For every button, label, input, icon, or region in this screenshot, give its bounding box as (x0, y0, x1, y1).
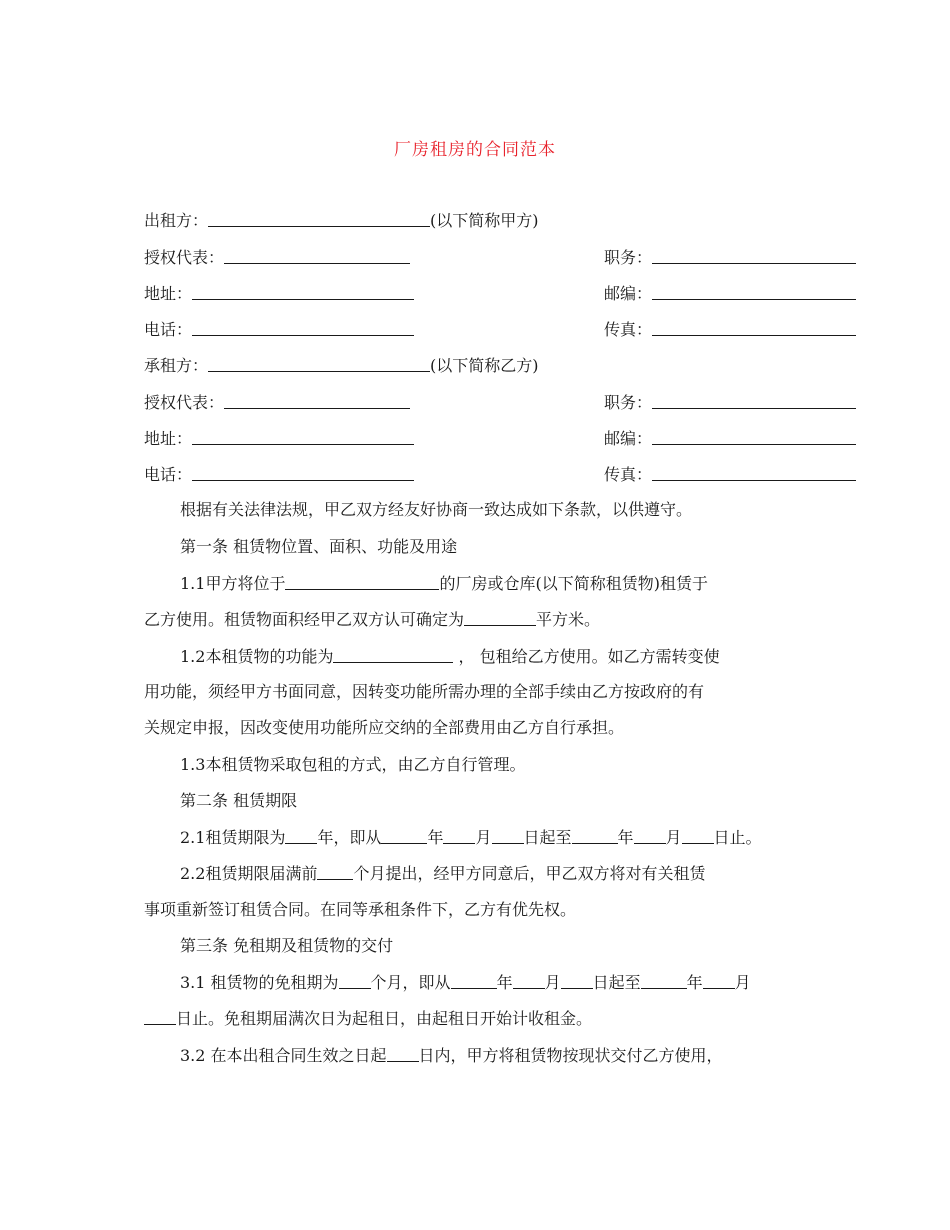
clause-text: 日止。 (713, 828, 762, 847)
fill-blank[interactable] (208, 209, 430, 227)
party-label: 出租方： (144, 211, 209, 230)
clause-text: 日止。免租期届满次日为起租日，由起租日开始计收租金。 (176, 1009, 593, 1028)
fill-blank[interactable] (652, 463, 856, 481)
party-line-address (144, 282, 804, 305)
fill-blank[interactable] (634, 826, 666, 844)
party-second-label: 邮编： (604, 429, 653, 448)
clause-text: 日内，甲方将租赁物按现状交付乙方使用， (418, 1046, 723, 1065)
fill-blank[interactable] (224, 246, 410, 264)
fill-blank[interactable] (451, 971, 497, 989)
clause-text: 年 (427, 828, 444, 847)
fill-blank[interactable] (652, 318, 856, 336)
clause-text: 个月提出，经甲方同意后，甲乙双方将对有关租赁 (353, 864, 706, 883)
fill-blank[interactable] (285, 572, 439, 590)
clause-text: 年 (617, 828, 634, 847)
party-line-phone (144, 463, 804, 486)
clause-2-1 (180, 826, 840, 849)
party-line-lessor (144, 209, 804, 232)
preamble: 根据有关法律法规，甲乙双方经友好协商一致达成如下条款，以供遵守。 (180, 500, 693, 519)
article-heading: 第三条 免租期及租赁物的交付 (180, 936, 394, 955)
fill-blank[interactable] (144, 1007, 176, 1025)
party-line-rep (144, 246, 804, 269)
fill-blank[interactable] (317, 862, 353, 880)
clause-text: 月 (544, 973, 561, 992)
clause-1-1-line2 (144, 608, 804, 631)
article-heading: 第二条 租赁期限 (180, 791, 298, 810)
fill-blank[interactable] (572, 826, 618, 844)
party-label: 授权代表： (144, 248, 225, 267)
party-line-rep (144, 391, 804, 414)
fill-blank[interactable] (652, 246, 856, 264)
fill-blank[interactable] (641, 971, 687, 989)
clause-2-2-line1 (180, 862, 840, 885)
clause-text: 年，即从 (317, 828, 382, 847)
clause-text: 2.2租赁期限届满前 (180, 864, 318, 883)
clause-text: 月 (665, 828, 682, 847)
fill-blank[interactable] (652, 391, 856, 409)
clause-1-2-line3: 关规定申报，因改变使用功能所应交纳的全部费用由乙方自行承担。 (144, 718, 625, 737)
fill-blank[interactable] (561, 971, 593, 989)
clause-text: 的厂房或仓库(以下简称租赁物)租赁于 (439, 574, 708, 593)
clause-text: 1.1甲方将位于 (180, 574, 286, 593)
party-second-label: 传真： (604, 320, 653, 339)
clause-text: 日起至 (592, 973, 641, 992)
fill-blank[interactable] (208, 354, 430, 372)
party-second-field (604, 391, 856, 414)
clause-text: 乙方使用。租赁物面积经甲乙双方认可确定为 (144, 610, 465, 629)
clause-text: 日起至 (523, 828, 572, 847)
party-label: 地址： (144, 429, 193, 448)
clause-2-2-line2: 事项重新签订租赁合同。在同等承租条件下，乙方有优先权。 (144, 900, 577, 919)
fill-blank[interactable] (682, 826, 714, 844)
fill-blank[interactable] (387, 1044, 419, 1062)
clause-text: 平方米。 (536, 610, 601, 629)
clause-text: 3.2 在本出租合同生效之日起 (180, 1046, 387, 1065)
fill-blank[interactable] (285, 826, 317, 844)
party-second-field (604, 427, 856, 450)
fill-blank[interactable] (381, 826, 427, 844)
fill-blank[interactable] (333, 645, 453, 663)
party-label: 电话： (144, 465, 193, 484)
party-second-field (604, 318, 856, 341)
clause-text: 个月，即从 (370, 973, 451, 992)
party-label: 电话： (144, 320, 193, 339)
clause-1-3: 1.3本租赁物采取包租的方式，由乙方自行管理。 (180, 755, 526, 774)
clause-3-2-line1 (180, 1044, 840, 1067)
fill-blank[interactable] (652, 427, 856, 445)
clause-3-1-line1 (180, 971, 840, 994)
fill-blank[interactable] (703, 971, 735, 989)
party-second-label: 职务： (604, 248, 653, 267)
clause-text: 3.1 租赁物的免租期为 (180, 973, 339, 992)
fill-blank[interactable] (192, 427, 414, 445)
party-second-label: 传真： (604, 465, 653, 484)
fill-blank[interactable] (339, 971, 371, 989)
fill-blank[interactable] (224, 391, 410, 409)
fill-blank[interactable] (464, 608, 536, 626)
party-label: 承租方： (144, 356, 209, 375)
clause-text: 年 (686, 973, 703, 992)
clause-3-1-line2 (144, 1007, 804, 1030)
fill-blank[interactable] (652, 282, 856, 300)
fill-blank[interactable] (192, 282, 414, 300)
party-line-address (144, 427, 804, 450)
clause-1-2-line1 (180, 645, 840, 668)
party-second-field (604, 463, 856, 486)
clause-1-2-line2: 用功能，须经甲方书面同意，因转变功能所需办理的全部手续由乙方按政府的有 (144, 682, 705, 701)
party-second-field (604, 246, 856, 269)
fill-blank[interactable] (192, 463, 414, 481)
document-title: 厂房租房的合同范本 (394, 140, 556, 160)
party-second-label: 邮编： (604, 284, 653, 303)
clause-text: 1.2本租赁物的功能为 (180, 647, 334, 666)
clause-text: 2.1租赁期限为 (180, 828, 286, 847)
party-label: 授权代表： (144, 393, 225, 412)
clause-text: ， 包租给乙方使用。如乙方需转变使 (453, 647, 720, 666)
fill-blank[interactable] (492, 826, 524, 844)
clause-text: 年 (496, 973, 513, 992)
clause-text: 月 (475, 828, 492, 847)
fill-blank[interactable] (443, 826, 475, 844)
fill-blank[interactable] (513, 971, 545, 989)
party-note: (以下简称乙方) (430, 356, 539, 375)
fill-blank[interactable] (192, 318, 414, 336)
party-note: (以下简称甲方) (430, 211, 539, 230)
clause-text: 月 (734, 973, 751, 992)
party-line-phone (144, 318, 804, 341)
party-second-field (604, 282, 856, 305)
article-heading: 第一条 租赁物位置、面积、功能及用途 (180, 537, 458, 556)
party-line-lessee (144, 354, 804, 377)
clause-1-1-line1 (180, 572, 840, 595)
party-label: 地址： (144, 284, 193, 303)
party-second-label: 职务： (604, 393, 653, 412)
